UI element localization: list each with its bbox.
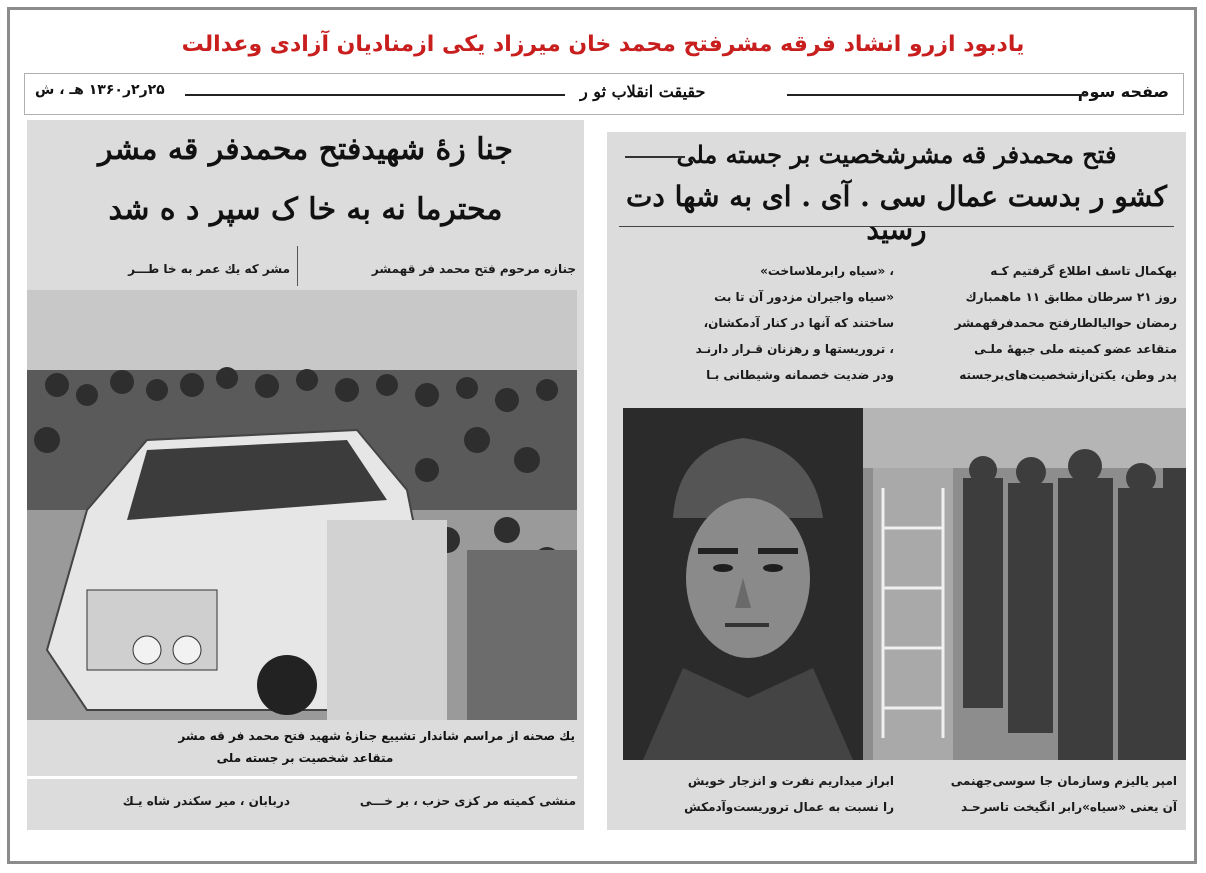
header-rule-left [185, 94, 565, 96]
issue-date: ۲۵ر۲ر۱۳۶۰ هـ ، ش [35, 82, 165, 98]
left-bottom-left-text: دربابان ، میر سکندر شاه یـك [122, 794, 290, 808]
left-clipping [27, 120, 584, 830]
photo-caption-line2: متقاعد شخصیت بر جسته ملی [216, 751, 394, 765]
newspaper-header-band [24, 73, 1184, 115]
text-line: ابراز میداریم نفرت و انزجار خویش [687, 774, 894, 788]
page-title: یادبود ازرو انشاد فرقه مشرفتح محمد خان میرزاد یکی ازمنادیان آزادی وعدالت [181, 32, 1025, 57]
portrait-photo [623, 408, 863, 760]
right-headline-line2: کشو ر بدست عمال سی . آی . ای به شها دت رسید [626, 180, 1167, 246]
text-line: «سیاه واجیران مزدور آن تا بت [714, 290, 894, 304]
right-bottom-left-text [619, 768, 894, 820]
text-line: امپر یالیزم وسازمان جا سوسی‌جهنمی [950, 774, 1177, 788]
text-line: ساختند که آنها در کنار آدمکشان، [703, 316, 894, 330]
header-rule-right [787, 94, 1087, 96]
right-col-left-text [619, 258, 894, 388]
text-line: پدر وطن، یکتن‌ازشخصیت‌های‌برجسته [959, 368, 1177, 382]
text-line: بهکمال تاسف اطلاع گرفتیم کـه [990, 264, 1177, 278]
paper-name: حقیقت انقلاب ثو ر [580, 82, 706, 101]
officials-photo [863, 408, 1186, 760]
text-line: ودر ضدیت خصمانه وشیطانی بـا [706, 368, 894, 382]
left-bottom-right-text: منشی کمیته مر کزی حزب ، بر خـــی [359, 794, 576, 808]
left-col-left-text: مشر که یك عمر به خا طـــر [128, 262, 290, 276]
text-line: روز ۲۱ سرطان مطابق ۱۱ ماهمبارك [965, 290, 1177, 304]
text-line: ، «سیاه رابرملاساخت» [760, 264, 894, 278]
photo-caption-line1: یك صحنه از مراسم شاندار تشییع جنازهٔ شهید فتح محمد فر قه مشر [178, 729, 575, 743]
text-line: رمضان حوالیالطارفتح محمدفرقهمشر [954, 316, 1177, 330]
text-line: را نسبت به عمال تروریست‌وآدمکش [684, 800, 894, 814]
right-col-right-text [907, 258, 1177, 388]
text-line: آن یعنی «سیاه»رابر انگیخت تاسرحـد [961, 800, 1177, 814]
funeral-photo [27, 290, 577, 720]
left-col-right-text: جنازه مرحوم فتح محمد فر قهمشر [371, 262, 576, 276]
headline-rule [619, 226, 1174, 227]
left-headline-line1: جنا زهٔ شهیدفتح محمدفر قه مشر [98, 132, 513, 167]
right-clipping [607, 132, 1186, 830]
text-line: متقاعد عضو کمیته ملی جبههٔ ملـی [974, 342, 1177, 356]
right-bottom-right-text [907, 768, 1177, 820]
column-divider [297, 246, 299, 286]
text-line: ، تروریستها و رهزنان قـرار دارنـد [695, 342, 894, 356]
left-headline-line2: محترما نه به خا ک سپر د ه شد [108, 192, 503, 227]
caption-rule [27, 776, 577, 779]
page-label: صفحه سوم [1077, 82, 1169, 101]
right-headline-line1: فتح محمدفر قه مشرشخصیت بر جسته ملی [676, 140, 1117, 169]
